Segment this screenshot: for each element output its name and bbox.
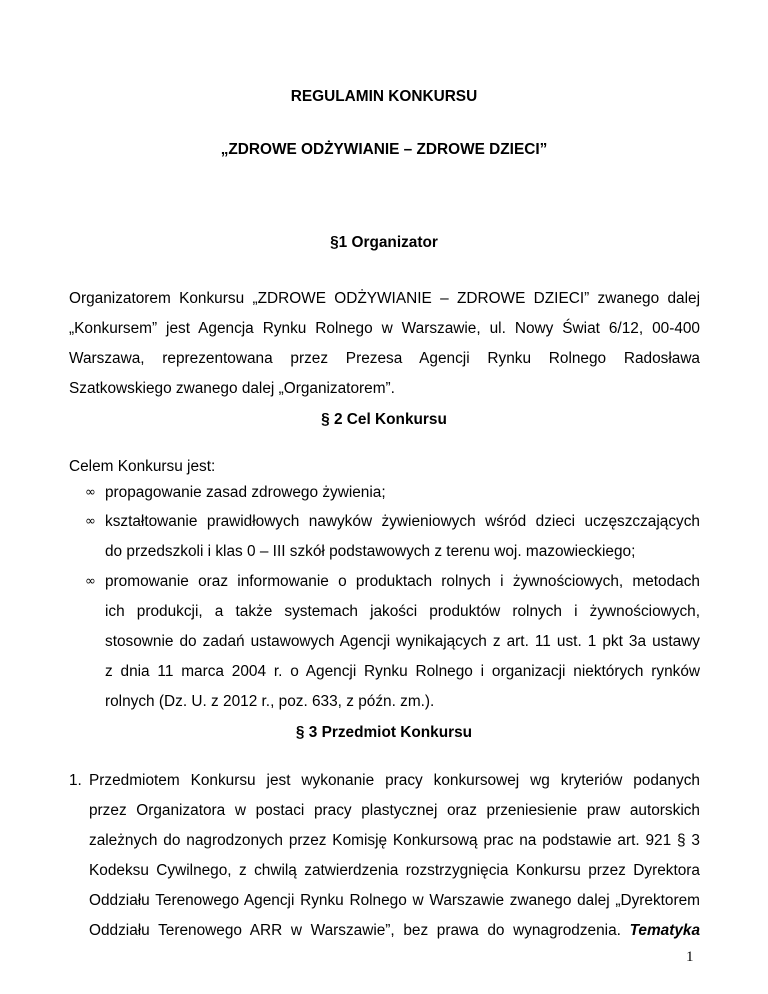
list-item-line: promowanie oraz informowanie o produktach rolnych i żywnościowych, metodach	[105, 573, 700, 590]
list-item-line: stosownie do zadań ustawowych Agencji wynikających z art. 11 ust. 1 pkt 3a ustawy	[105, 633, 700, 650]
list-item-line: do przedszkoli i klas 0 – III szkół podstawowych z terenu woj. mazowieckiego;	[105, 543, 636, 560]
list-item-line: z dnia 11 marca 2004 r. o Agencji Rynku Rolnego i organizacji niektórych rynków	[105, 663, 700, 680]
item-line: Kodeksu Cywilnego, z chwilą zatwierdzenia rozstrzygnięcia Konkursu przez Dyrektora	[89, 862, 700, 879]
section-3-heading: § 3 Przedmiot Konkursu	[295, 724, 473, 741]
item-number: 1.	[69, 772, 82, 789]
infinity-bullet-icon: ∞	[85, 485, 96, 500]
paragraph-line: Warszawa, reprezentowana przez Prezesa Agencji Rynku Rolnego Radosława	[69, 350, 700, 367]
page-number: 1	[686, 949, 694, 965]
item-line: Przedmiotem Konkursu jest wykonanie pracy konkursowej wg kryteriów podanych	[89, 772, 700, 789]
paragraph-line: „Konkursem” jest Agencja Rynku Rolnego w Warszawie, ul. Nowy Świat 6/12, 00-400	[69, 320, 700, 337]
list-item-line: propagowanie zasad zdrowego żywienia;	[105, 484, 386, 501]
list-item-line: ich produkcji, a także systemach jakości produktów rolnych i żywnościowych,	[105, 603, 700, 620]
list-item-line: kształtowanie prawidłowych nawyków żywieniowych wśród dzieci uczęszczających	[105, 513, 700, 530]
item-line	[89, 916, 700, 946]
section-2-intro-text: Celem Konkursu jest:	[69, 458, 216, 475]
infinity-bullet-icon: ∞	[85, 574, 96, 589]
item-line: Oddziału Terenowego Agencji Rynku Rolnego w Warszawie zwanego dalej „Dyrektorem	[89, 892, 700, 909]
item-line-text: Oddziału Terenowego ARR w Warszawie”, bez prawa do wynagrodzenia.	[89, 922, 621, 939]
section-1-heading: §1 Organizator	[330, 234, 438, 251]
infinity-bullet-icon: ∞	[85, 514, 96, 529]
paragraph-line: Szatkowskiego zwanego dalej „Organizatorem”.	[69, 380, 395, 397]
item-line: zależnych do nagrodzonych przez Komisję Konkursową prac na podstawie art. 921 § 3	[89, 832, 700, 849]
list-item-line: rolnych (Dz. U. z 2012 r., poz. 633, z późn. zm.).	[105, 693, 435, 710]
paragraph-line: Organizatorem Konkursu „ZDROWE ODŻYWIANIE – ZDROWE DZIECI” zwanego dalej	[69, 290, 700, 307]
section-1-paragraph	[69, 284, 700, 404]
document-subtitle: „ZDROWE ODŻYWIANIE – ZDROWE DZIECI”	[220, 141, 548, 158]
emphasis-text: Tematyka	[629, 922, 700, 939]
item-line: przez Organizatora w postaci pracy plastycznej oraz przeniesienie praw autorskich	[89, 802, 700, 819]
document-title: REGULAMIN KONKURSU	[290, 88, 478, 105]
section-2-heading: § 2 Cel Konkursu	[321, 411, 447, 428]
